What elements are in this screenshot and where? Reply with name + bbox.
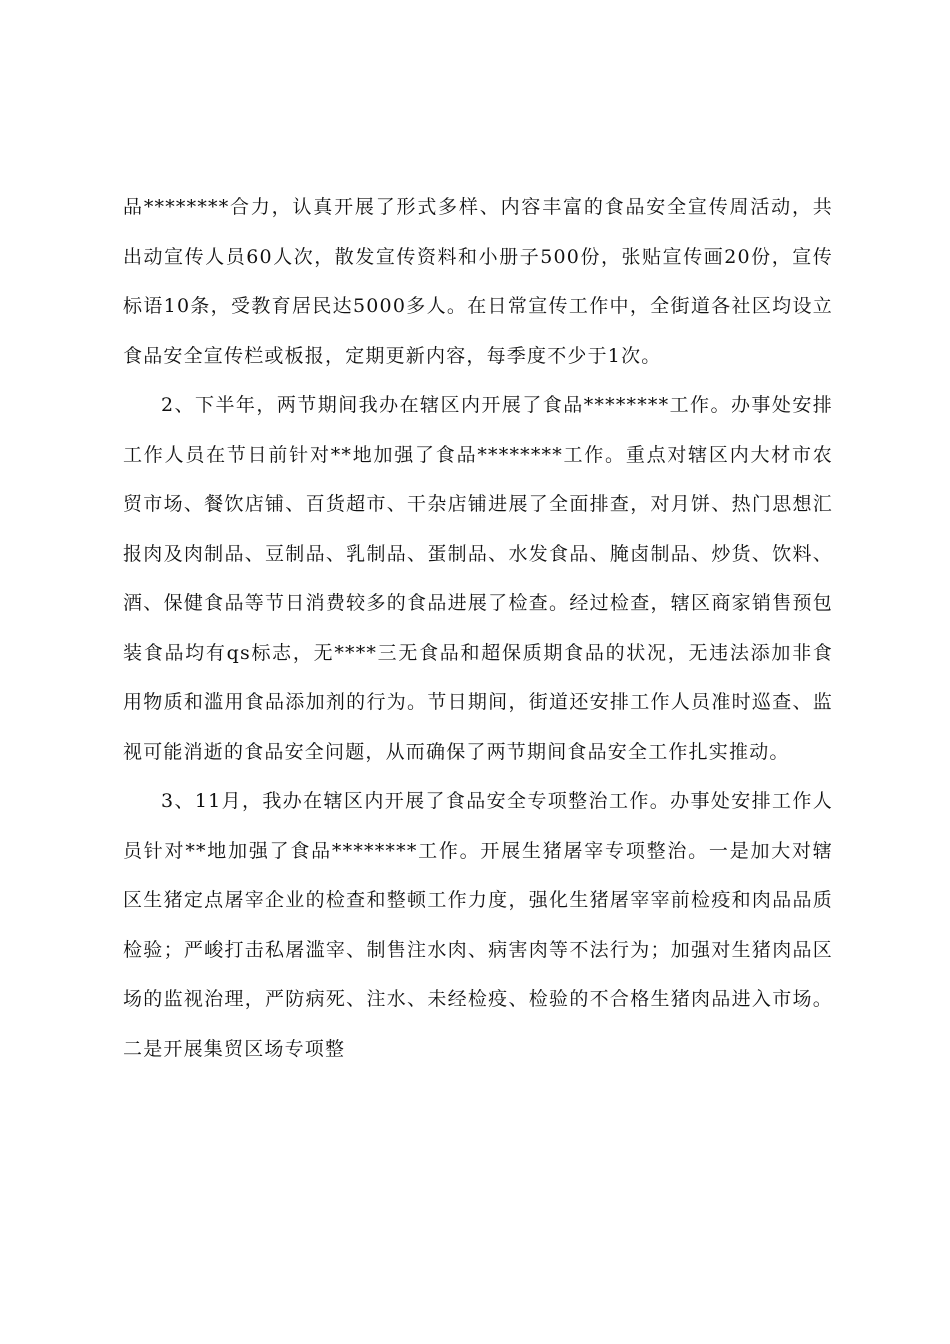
document-body	[123, 183, 833, 1074]
paragraph-continuation: 品********合力，认真开展了形式多样、内容丰富的食品安全宣传周活动，共出动宣传人员60人次，散发宣传资料和小册子500份，张贴宣传画20份，宣传标语10条，受教育居民达5000多人。在日常宣传工作中，全街道各社区均设立食品安全宣传栏或板报，定期更新内容，每季度不少于1次。	[123, 196, 833, 367]
paragraph-item-2: 2、下半年，两节期间我办在辖区内开展了食品********工作。办事处安排工作人员在节日前针对**地加强了食品********工作。重点对辖区内大材市农贸市场、餐饮店铺、百货超市、干杂店铺进展了全面排查，对月饼、热门思想汇报肉及肉制品、豆制品、乳制品、蛋制品、水发食品、腌卤制品、炒货、饮料、酒、保健食品等节日消费较多的食品进展了检查。经过检查，辖区商家销售预包装食品均有qs标志，无****三无食品和超保质期食品的状况，无违法添加非食用物质和滥用食品添加剂的行为。节日期间，街道还安排工作人员准时巡查、监视可能消逝的食品安全问题，从而确保了两节期间食品安全工作扎实推动。	[123, 394, 833, 763]
paragraph-item-3: 3、11月，我办在辖区内开展了食品安全专项整治工作。办事处安排工作人员针对**地加强了食品********工作。开展生猪屠宰专项整治。一是加大对辖区生猪定点屠宰企业的检查和整顿工作力度，强化生猪屠宰宰前检疫和肉品品质检验；严峻打击私屠滥宰、制售注水肉、病害肉等不法行为；加强对生猪肉品区场的监视治理，严防病死、注水、未经检疫、检验的不合格生猪肉品进入市场。二是开展集贸区场专项整	[123, 790, 833, 1060]
